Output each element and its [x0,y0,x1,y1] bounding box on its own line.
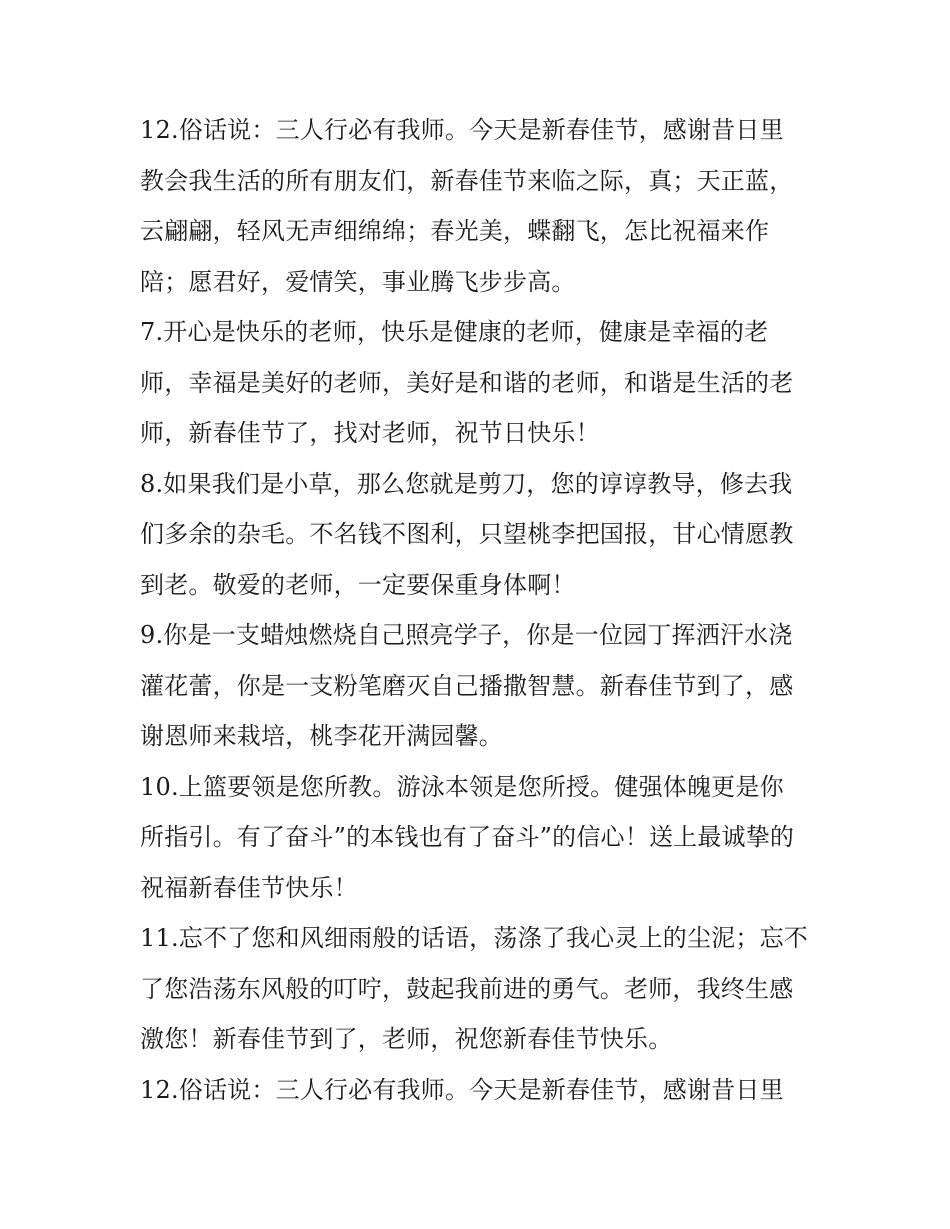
text-line: 陪；愿君好，爱情笑，事业腾飞步步高。 [140,268,576,296]
text-line: 到老。敬爱的老师，一定要保重身体啊！ [140,571,576,599]
text-line: 师，幸福是美好的老师，美好是和谐的老师，和谐是生活的老 [140,369,794,397]
text-line: 灌花蕾，你是一支粉笔磨灭自己播撒智慧。新春佳节到了，感 [140,672,794,700]
text-line: 11.忘不了您和风细雨般的话语，荡涤了我心灵上的尘泥；忘不 [140,924,808,952]
text-line: 12.俗话说：三人行必有我师。今天是新春佳节，感谢昔日里 [140,116,784,144]
text-line: 9.你是一支蜡烛燃烧自己照亮学子，你是一位园丁挥洒汗水浇 [140,621,793,649]
text-line: 们多余的杂毛。不名钱不图利，只望桃李把国报，甘心情愿教 [140,520,794,548]
text-line: 7.开心是快乐的老师，快乐是健康的老师，健康是幸福的老 [140,318,769,346]
text-line: 8.如果我们是小草，那么您就是剪刀，您的谆谆教导，修去我 [140,470,793,498]
text-line: 云翩翩，轻风无声细绵绵；春光美，蝶翻飞，怎比祝福来作 [140,217,770,245]
text-line: 师，新春佳节了，找对老师，祝节日快乐！ [140,419,600,447]
text-line: 祝福新春佳节快乐！ [140,874,358,902]
text-line: 谢恩师来栽培，桃李花开满园馨。 [140,722,503,750]
text-line: 10.上篮要领是您所教。游泳本领是您所授。健强体魄更是你 [140,773,784,801]
text-line: 了您浩荡东风般的叮咛，鼓起我前进的勇气。老师，我终生感 [140,975,794,1003]
text-line: 所指引。有了奋斗”的本钱也有了奋斗”的信心！送上最诚挚的 [140,823,795,851]
text-line: 激您！新春佳节到了，老师，祝您新春佳节快乐。 [140,1025,673,1053]
text-line: 教会我生活的所有朋友们，新春佳节来临之际，真；天正蓝， [140,167,794,195]
text-line: 12.俗话说：三人行必有我师。今天是新春佳节，感谢昔日里 [140,1076,784,1104]
